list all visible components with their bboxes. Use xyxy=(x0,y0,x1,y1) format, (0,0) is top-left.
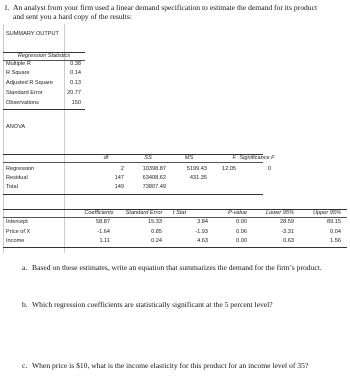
coef-header-coefficients: Coefficients xyxy=(84,210,114,216)
coef-t-stat: 4.63 xyxy=(197,238,208,244)
coef-header-lower-95: Lower 95% xyxy=(266,210,294,216)
anova-f: 12.05 xyxy=(222,166,236,172)
anova-title: ANOVA xyxy=(6,124,26,130)
anova-row-label: Regression xyxy=(6,166,35,172)
question-number: 1. xyxy=(4,3,10,12)
stat-value: 150 xyxy=(71,100,81,106)
table-rule xyxy=(3,217,347,218)
coef-p-value: 0.00 xyxy=(236,238,247,244)
coef-standard-error: 0.24 xyxy=(151,238,162,244)
table-rule xyxy=(3,247,347,248)
anova-header-ms: MS xyxy=(184,155,194,161)
part-text: Which regression coefficients are statistically significant at the 5 percent level? xyxy=(32,300,273,309)
table-rule xyxy=(3,194,263,195)
question-part-a xyxy=(22,263,348,272)
anova-row-label: Residual xyxy=(6,175,28,181)
summary-output-title: SUMMARY OUTPUT xyxy=(6,31,59,37)
intro-line-1: An analyst from your firm used a linear demand specification to estimate the demand for its product xyxy=(13,3,318,12)
coef-header-standard-error: Standard Error xyxy=(125,210,163,216)
part-label: a. xyxy=(22,263,28,272)
coef-value: 1.11 xyxy=(99,238,110,244)
stat-value: 20.77 xyxy=(67,90,81,96)
part-text: When price is $10, what is the income elasticity for this product for an income level of 35? xyxy=(32,361,309,370)
anova-ss: 10398.87 xyxy=(142,166,166,172)
part-label: b. xyxy=(22,300,28,309)
anova-df: 2 xyxy=(120,166,124,172)
coef-lower-95: 0.63 xyxy=(283,238,294,244)
table-rule xyxy=(3,109,85,110)
coef-header-upper-95: Upper 95% xyxy=(313,210,341,216)
coef-upper-95: 1.56 xyxy=(330,238,341,244)
stat-value: 0.14 xyxy=(70,70,81,76)
anova-header-df: df xyxy=(103,155,109,161)
intro-line-2: and sent you a hard copy of the results: xyxy=(13,12,132,22)
anova-df: 149 xyxy=(114,184,124,190)
anova-header-significance-f: Significance F xyxy=(239,155,275,161)
coef-upper-95: 89.15 xyxy=(327,219,341,225)
coef-standard-error: 0.85 xyxy=(151,229,162,235)
coef-row-label: Price of X xyxy=(6,229,31,235)
anova-ms: 431.35 xyxy=(189,175,207,181)
anova-ss: 73807.49 xyxy=(142,184,166,190)
coef-header-p-value: P-value xyxy=(228,210,247,216)
stat-label: R Square xyxy=(6,70,30,76)
anova-header-f: F xyxy=(232,155,236,161)
question-intro xyxy=(4,3,346,22)
question-part-c xyxy=(22,361,348,370)
coef-t-stat: -1.93 xyxy=(195,229,208,235)
coef-t-stat: 3.84 xyxy=(197,219,208,225)
anova-row-label: Total xyxy=(6,184,18,190)
stat-label: Adjusted R Square xyxy=(6,80,53,86)
stat-label: Standard Error xyxy=(6,90,43,96)
part-label: c. xyxy=(22,361,28,370)
coef-lower-95: -3.31 xyxy=(281,229,294,235)
part-text: Based on these estimates, write an equation that summarizes the demand for the firm’s product. xyxy=(32,263,322,272)
coef-p-value: 0.00 xyxy=(236,219,247,225)
coef-row-label: Intercept xyxy=(6,219,28,225)
anova-ms: 5199.43 xyxy=(186,166,207,172)
coef-upper-95: 0.04 xyxy=(330,229,341,235)
coef-standard-error: 15.33 xyxy=(148,219,162,225)
stat-value: 0.38 xyxy=(70,61,81,67)
coef-row-label: Income xyxy=(6,238,25,244)
regression-statistics-header: Regression Statistics xyxy=(17,53,71,59)
anova-df: 147 xyxy=(114,175,124,181)
anova-significance-f: 0 xyxy=(267,166,271,172)
stat-label: Observations xyxy=(6,100,39,106)
stat-value: 0.13 xyxy=(70,80,81,86)
anova-header-ss: SS xyxy=(144,155,152,161)
coef-header-t-stat: t Stat xyxy=(173,210,187,216)
stat-label: Multiple R xyxy=(6,61,31,67)
coef-p-value: 0.06 xyxy=(236,229,247,235)
coef-value: 58.87 xyxy=(96,219,110,225)
table-rule xyxy=(3,162,263,163)
anova-ss: 63408.62 xyxy=(142,175,166,181)
coef-value: -1.64 xyxy=(97,229,110,235)
coef-lower-95: 28.59 xyxy=(280,219,294,225)
question-part-b xyxy=(22,300,348,309)
